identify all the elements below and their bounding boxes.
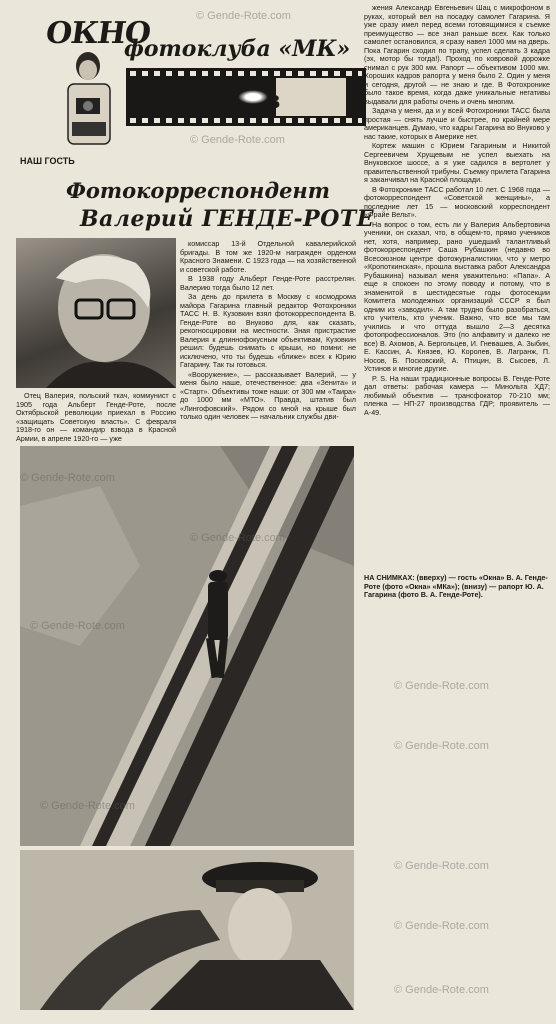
photo-captions: НА СНИМКАХ: (вверху) — гость «Окна» В. А. Генде-Роте (фото «Окна» «МКа»); (внизу) — рапорт Ю. А. Гагарина (фото В. А. Генде-Роте).	[364, 573, 548, 599]
film-strip-graphic	[126, 68, 366, 126]
paragraph: В Фотохронике ТАСС работал 10 лет. С 1968 года — фотокорреспондент «Советской женщины», а последние лет 15 — московский корреспондент «Фрайе Вельт».	[364, 184, 550, 219]
gagarin-walking-photo	[20, 446, 354, 846]
film-frame	[276, 78, 346, 116]
issue-frame-number: 3	[268, 92, 281, 113]
paragraph: Отец Валерия, польский ткач, коммунист с 1905 года Альберт Генде-Роте, после Октябрьской революции приехал в Россию «защищать Советскую власть». С февраля 1918-го он — командир взвода в Красной Армии, в апреле 1920-го — уже	[16, 391, 176, 443]
gagarin-salute-photo	[20, 850, 354, 1010]
article-column-1	[16, 392, 176, 444]
watermark: © Gende-Rote.com	[394, 860, 489, 872]
watermark: © Gende-Rote.com	[394, 680, 489, 692]
watermark: © Gende-Rote.com	[40, 800, 135, 812]
portrait-photo	[16, 238, 176, 388]
paragraph: Кортеж машин с Юрием Гагариным и Никитой Сергеевичем Хрущевым не успел выехать на Внуковское шоссе, а я уже садился в вертолет у правительственной трибуны. Съемку прилета Гагарина я заканчивал на Красной площади.	[364, 141, 550, 184]
flash-graphic	[238, 90, 268, 104]
watermark: © Gende-Rote.com	[196, 10, 291, 22]
paragraph: Задача у меня, да и у всей Фотохроники ТАСС была простая — снять лучше и быстрее, по крайней мере американцев. Думаю, что кадры Гагарина во Внуково у нас такие, которых в Америке нет.	[364, 106, 550, 141]
headline-line-1: Фотокорреспондент	[66, 178, 330, 203]
paragraph: На вопрос о том, есть ли у Валерия Альбертовича ученики, он сказал, что, в общем-то, прямо учеников нет, хотя, например, рано ушедший талантливый фотокорреспондент Саша Рубашкин (недавно во Всесоюзном центре фотожурналистики, что у метро «Кропоткинская», прошла выставка работ Александра Рубашкина) называл меня уважительно: «Папа». А еще я спокоен по этому поводу и потому, что в знаменитой в шестидесятые годы фотосекции Комитета молодежных организаций СССР я был одним из «заводил». А там трудно было разобраться, кто учитель, кто ученик. Важно, что все мы там учились и что оттуда вышло 2—3 десятка фотопрофессионалов. Это (по алфавиту и далеко не все) В. Ахомов, А. Бергольцев, И. Гневашев, А. Зыбин, Е. Кассин, А. Князев, Ю. Королев, В. Лагранж, П. Носов, Б. Посковский, А. Птицин, В. Сысоев, Л. Устинов и многие другие.	[364, 219, 550, 373]
watermark: © Gende-Rote.com	[30, 620, 125, 632]
paragraph: жения Александр Евгеньевич Шац с микрофоном в руках, который вел на посадку самолет Гагарина. Я уже сразу имел перед всеми готовящимися к съемке преимущество — все знал раньше всех. Как только самолет остановился, я сразу навел 1000 мм на дверь. Пока Гагарин сходил по трапу, успел сделать 3 кадра (эх, мотор бы тогда!). Проход по ковровой дорожке снимал с рук 300 мм. Рапорт — объективом 1000 мм. Хороших кадров рапорта у меня было 2. Один у меня и сегодня, другой — не знаю и где. В Фотохронике было такое время, когда даже уникальные негативы выдавали для работы очень и очень многим.	[364, 3, 550, 106]
paragraph: В 1938 году Альберт Генде-Роте расстрелян. Валерию тогда было 12 лет.	[180, 274, 356, 292]
paragraph: «Вооружение», — рассказывает Валерий, — у меня было наше, отечественное: два «Зенита» и «Старт». Объективы тоже наши: от 300 мм «Таира» до 1000 мм «МТО». Правда, штатив был «Лингофовский». Рядом со мной на крыше был только один человек — начальник службы дви-	[180, 369, 356, 421]
headline-line-2: Валерий ГЕНДЕ-РОТЕ	[80, 206, 375, 232]
watermark: © Gende-Rote.com	[394, 920, 489, 932]
article-column-2	[180, 240, 356, 423]
paragraph: P. S. На наши традиционные вопросы В. Генде-Роте дал ответы: рабочая камера — Минольта ХД7; любимый объектив — трансфокатор 70-210 мм; пленка — НП-27 производства ГДР; проявитель — А-49.	[364, 373, 550, 417]
watermark: © Gende-Rote.com	[20, 472, 115, 484]
watermark: © Gende-Rote.com	[190, 532, 285, 544]
watermark: © Gende-Rote.com	[190, 134, 285, 146]
article-column-3	[364, 4, 550, 418]
paragraph: комиссар 13-й Отдельной кавалерийской бригады. В том же 1920-м награжден орденом Красного Знамени. С 1923 года — на хозяйственной и советской работе.	[180, 239, 356, 274]
watermark: © Gende-Rote.com	[394, 740, 489, 752]
masthead-photoclub: фотоклуба «МК»	[124, 36, 351, 62]
rubric-label: НАШ ГОСТЬ	[20, 156, 75, 166]
paragraph: За день до прилета в Москву с космодрома майора Гагарина главный редактор Фотохроники ТАСС Н. В. Кузовкин взял фотокорреспондента В. Генде-Роте во Внуково для, как сказать, рекогносцировки на местности. Зная пристрастие Валерия к длиннофокусным объективам, Кузовкин решил: будешь снимать с крыши, но помни: не исключено, что ты будешь «ближе» всех к Юрию Гагарину. Так ты готовься.	[180, 292, 356, 369]
masthead-okno: ОКНО	[43, 16, 153, 51]
masthead-photographer-illustration	[58, 44, 126, 152]
watermark: © Gende-Rote.com	[394, 984, 489, 996]
